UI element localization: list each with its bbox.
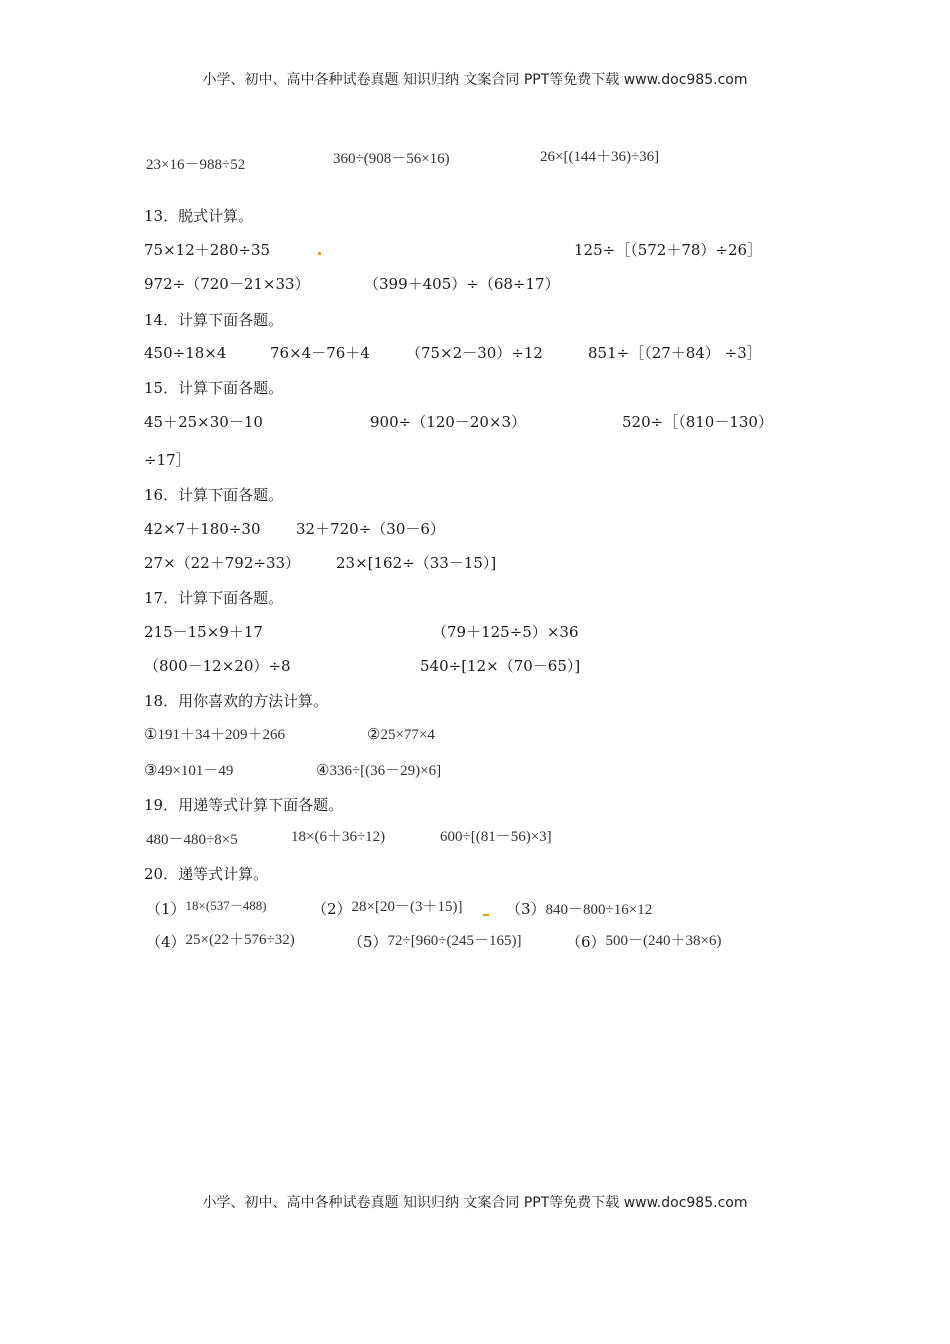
q13-item-1: 75×12＋280÷35 [144,241,271,259]
q20-item-5 [348,933,522,952]
circled-number-4: ④ [316,761,330,779]
q17-title: 17．计算下面各题。 [144,589,284,607]
q18-item-1 [144,725,285,744]
q20-item-3 [506,900,652,919]
circled-number-1: ① [144,725,158,743]
q13-title: 13．脱式计算。 [144,207,254,225]
q20-item-2 [312,900,463,919]
q17-item-3: （800－12×20）÷8 [144,657,291,675]
q13-item-3: 972÷（720－21×33） [144,275,310,293]
top-expr-1: 23×16－988÷52 [146,157,246,173]
q18-item-3 [144,761,233,780]
q18-expr-2: 25×77×4 [380,727,435,743]
q17-item-1: 215－15×9＋17 [144,623,263,641]
q20-item-6 [566,933,722,952]
q20-expr-3: 840－800÷16×12 [545,902,653,918]
q20-item-1 [146,900,267,919]
q16-item-1: 42×7＋180÷30 [144,520,261,538]
q16-title: 16．计算下面各题。 [144,486,284,504]
q14-title: 14．计算下面各题。 [144,311,284,329]
q15-item-1: 45＋25×30－10 [144,413,263,431]
q20-mark-3: （3） [506,900,546,918]
q20-mark-5: （5） [348,933,388,951]
q15-title: 15．计算下面各题。 [144,379,284,397]
q19-item-3: 600÷[(81－56)×3] [440,829,552,845]
q18-expr-3: 49×101－49 [157,763,234,779]
q17-item-4: 540÷[12×（70－65）] [420,657,581,675]
q20-expr-5: 72÷[960÷(245－165)] [387,933,522,949]
q19-item-1: 480－480÷8×5 [146,832,238,848]
q13-item-4: （399＋405）÷（68÷17） [364,275,560,293]
q15-item-2: 900÷（120－20×3） [370,413,527,431]
page-footer: 小学、初中、高中各种试卷真题 知识归纳 文案合同 PPT等免费下载 www.doc985.com [202,1195,748,1211]
q20-mark-6: （6） [566,933,606,951]
q19-item-2: 18×(6＋36÷12) [291,829,386,845]
top-expr-2: 360÷(908－56×16) [333,151,450,167]
q18-expr-4: 336÷[(36－29)×6] [329,763,442,779]
q17-item-2: （79＋125÷5）×36 [432,623,579,641]
q15-item-3-continued: ÷17］ [144,451,191,469]
q18-expr-1: 191＋34＋209＋266 [157,727,285,743]
q15-item-3: 520÷［（810－130） [622,413,773,431]
q14-item-2: 76×4－76＋4 [270,344,370,362]
stray-mark [483,914,489,916]
q16-item-4: 23×[162÷（33－15）] [336,554,497,572]
circled-number-2: ② [367,725,381,743]
q14-item-1: 450÷18×4 [144,344,227,362]
q20-expr-4: 25×(22＋576÷32) [185,932,295,948]
q16-item-2: 32＋720÷（30－6） [296,520,445,538]
q20-mark-2: （2） [312,900,352,918]
q20-mark-1: （1） [146,900,186,918]
q20-mark-4: （4） [146,933,186,951]
stray-mark [318,252,321,255]
page-header: 小学、初中、高中各种试卷真题 知识归纳 文案合同 PPT等免费下载 www.doc985.com [202,72,748,88]
q18-item-4 [316,761,441,780]
q20-expr-6: 500－(240＋38×6) [605,933,722,949]
q18-item-2 [367,725,435,744]
circled-number-3: ③ [144,761,158,779]
q20-title: 20．递等式计算。 [144,865,269,883]
top-expr-3: 26×[(144＋36)÷36] [540,149,660,165]
q20-expr-2: 28×[20－(3＋15)] [351,899,463,915]
q14-item-4: 851÷［（27＋84） ÷3］ [588,344,762,362]
q19-title: 19．用递等式计算下面各题。 [144,796,344,814]
q13-item-2: 125÷［（572＋78）÷26］ [574,241,763,259]
q20-expr-1: 18×(537－488) [185,898,267,913]
q14-item-3: （75×2－30）÷12 [406,344,543,362]
q16-item-3: 27×（22＋792÷33） [144,554,301,572]
q20-item-4 [146,933,295,952]
q18-title: 18．用你喜欢的方法计算。 [144,692,329,710]
